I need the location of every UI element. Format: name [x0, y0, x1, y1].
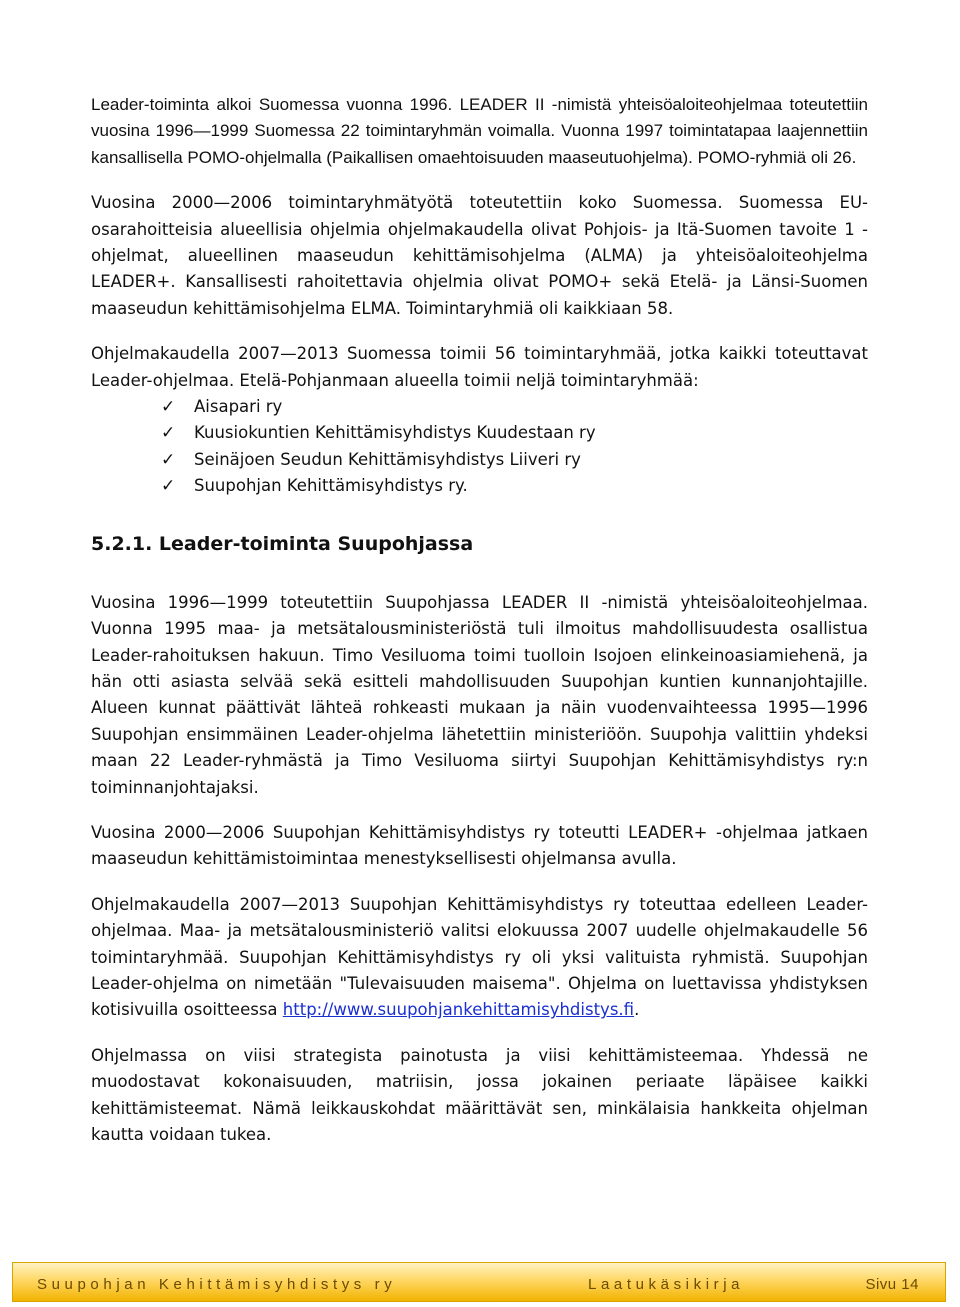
page-content — [91, 92, 868, 1148]
check-icon: ✓ — [161, 476, 176, 497]
page-footer — [12, 1262, 946, 1302]
paragraph-text: Ohjelmakaudella 2007—2013 Suupohjan Kehittämisyhdistys ry toteuttaa edelleen Leader-ohjelmaa. Maa- ja metsätalousministeriö valitsi elokuussa 2007 uudelle ohjelmakaudelle 56 toimintaryhmää. Suupohjan Kehittämisyhdistys ry oli yksi valituista ryhmistä. Suupohjan Leader-ohjelma on nimetään "Tulevaisuuden maisema". Ohjelma on luettavissa yhdistyksen kotisivuilla osoitteessa — [91, 894, 868, 1020]
check-icon: ✓ — [161, 397, 176, 418]
website-link[interactable]: http://www.suupohjankehittamisyhdistys.fi — [282, 1000, 635, 1020]
paragraph-suupohja-2000: Vuosina 2000—2006 Suupohjan Kehittämisyhdistys ry toteutti LEADER+ -ohjelmaa jatkaen maaseudun kehittämistoimintaa menestyksellisesti ohjelmansa avulla. — [91, 822, 868, 869]
list-item-label: Aisapari ry — [194, 397, 283, 417]
section-heading: 5.2.1. Leader-toiminta Suupohjassa — [91, 532, 474, 555]
paragraph-2007-2013: Ohjelmakaudella 2007—2013 Suomessa toimii 56 toimintaryhmää, jotka kaikki toteuttavat Leader-ohjelmaa. Etelä-Pohjanmaan alueella toimii neljä toimintaryhmää: — [91, 344, 868, 390]
footer-document-title: Laatukäsikirja — [588, 1276, 745, 1293]
check-icon: ✓ — [161, 449, 176, 470]
list-item — [161, 394, 868, 420]
footer-organization: Suupohjan Kehittämisyhdistys ry — [37, 1276, 397, 1293]
paragraph-end: . — [634, 1000, 640, 1020]
list-item — [161, 420, 868, 446]
paragraph-strategy: Ohjelmassa on viisi strategista painotusta ja viisi kehittämisteemaa. Yhdessä ne muodostavat kokonaisuuden, matriisin, jossa jokainen periaate läpäisee kaikki kehittämisteemat. Nämä leikkauskohdat määrittävät sen, minkälaisia hankkeita ohjelman kautta voidaan tukea. — [91, 1045, 868, 1144]
list-item — [161, 447, 868, 473]
check-icon: ✓ — [161, 423, 176, 444]
paragraph-2000-2006: Vuosina 2000—2006 toimintaryhmätyötä toteutettiin koko Suomessa. Suomessa EU-osarahoitteisia alueellisia ohjelmia ohjelmakaudella olivat Pohjois- ja Itä-Suomen tavoite 1 -ohjelmat, alueellinen maaseudun kehittämisohjelma (ALMA) ja yhteisöaloiteohjelma LEADER+. Kansallisesti rahoitettavia ohjelmia olivat POMO+ sekä Etelä- ja Länsi-Suomen maaseudun kehittämisohjelma ELMA. Toimintaryhmiä oli kaikkiaan 58. — [91, 193, 868, 318]
list-item — [161, 473, 868, 499]
footer-page-number: Sivu 14 — [865, 1276, 919, 1293]
paragraph-suupohja-1996: Vuosina 1996—1999 toteutettiin Suupohjassa LEADER II -nimistä yhteisöaloiteohjelmaa. Vuonna 1995 maa- ja metsätalousministeriöstä tuli ilmoitus mahdollisuudesta osallistua Leader-rahoituksen hakuun. Timo Vesiluoma toimi tuolloin Isojoen elinkeinoasiamiehenä, ja hän otti asiasta selvää sekä esitteli mahdollisuuden Suupohjan kuntien kunnanjohtajille. Alueen kunnat päättivät lähteä rohkeasti mukaan ja näin vuodenvaihteessa 1995—1996 Suupohjan ensimmäinen Leader-ohjelma lähetettiin ministeriöön. Suupohja valittiin yhdeksi maan 22 Leader-ryhmästä ja Timo Vesiluoma siirtyi Suupohjan Kehittämisyhdistys ry:n toiminnanjohtajaksi. — [91, 592, 868, 797]
paragraph-leader-history: Leader-toiminta alkoi Suomessa vuonna 1996. LEADER II -nimistä yhteisöaloiteohjelmaa toteutettiin vuosina 1996—1999 Suomessa 22 toimintaryhmän voimalla. Vuonna 1997 toimintatapaa laajennettiin kansallisella POMO-ohjelmalla (Paikallisen omaehtoisuuden maaseutuohjelma). POMO-ryhmiä oli 26. — [91, 95, 868, 167]
list-item-label: Suupohjan Kehittämisyhdistys ry. — [194, 476, 468, 496]
paragraph-suupohja-2007 — [91, 892, 868, 1024]
list-item-label: Seinäjoen Seudun Kehittämisyhdistys Liiveri ry — [194, 449, 581, 469]
action-group-list — [91, 394, 868, 500]
list-item-label: Kuusiokuntien Kehittämisyhdistys Kuudestaan ry — [194, 423, 596, 443]
